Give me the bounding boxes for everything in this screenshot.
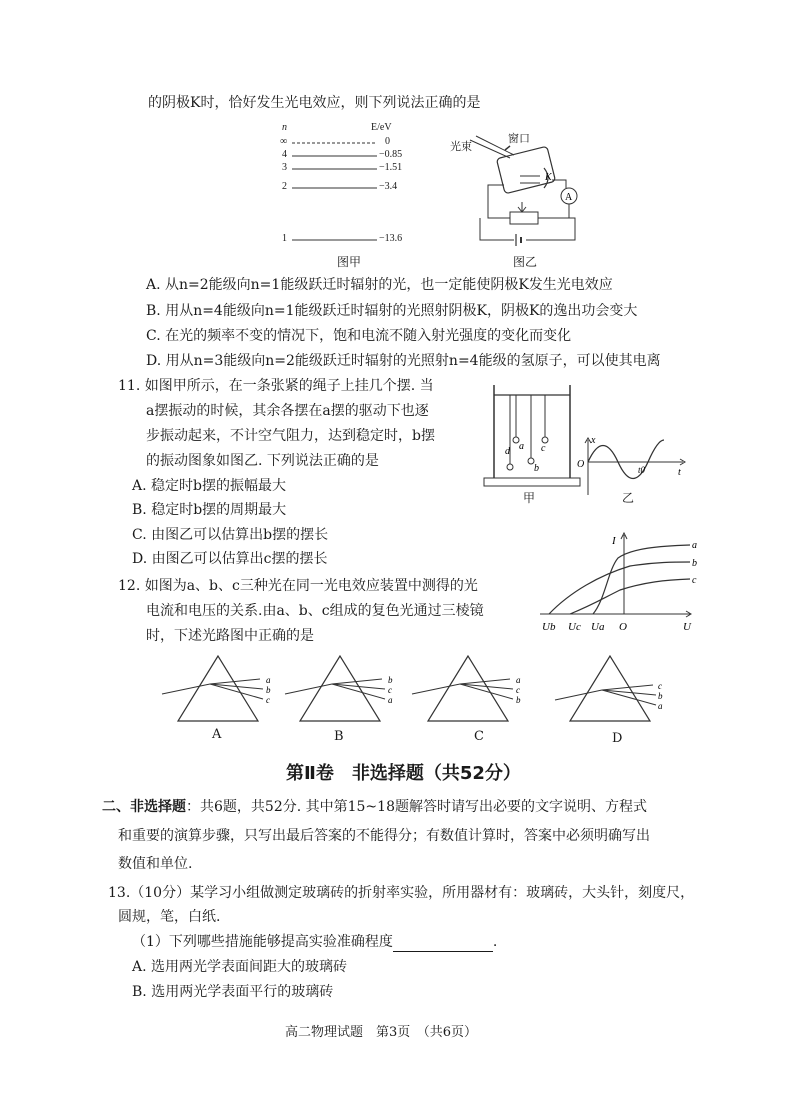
prism-a	[162, 656, 271, 721]
q13-option-a: A. 选用两光学表面间距大的玻璃砖	[132, 959, 348, 975]
svg-text:a: a	[266, 675, 271, 685]
q13-stem-line2: 圆规，笔，白纸.	[118, 909, 221, 925]
fig-yi-caption: 图乙	[513, 255, 538, 269]
u-label-b: Ub	[542, 621, 556, 633]
q11-stem-line1: 11. 如图甲所示，在一条张紧的绳子上挂几个摆. 当	[118, 378, 434, 394]
q13-sub1-text: （1）下列哪些措施能够提高实验准确程度	[132, 934, 393, 950]
t0-label: t0	[638, 465, 646, 475]
svg-text:c: c	[658, 681, 662, 691]
q11-stem-line4: 的振动图象如图乙. 下列说法正确的是	[146, 453, 379, 469]
section-text: ：共6题，共52分. 其中第15~18题解答时请写出必要的文字说明、方程式	[186, 799, 647, 815]
fig-jia-caption: 图甲	[337, 255, 362, 269]
q13-stem-line1: 13.（10分）某学习小组做测定玻璃砖的折射率实验，所用器材有：玻璃砖，大头针，刻度尺，	[108, 885, 695, 901]
svg-text:a: a	[516, 675, 521, 685]
pendulum-label-d: d	[505, 446, 510, 457]
curve-label-a: a	[692, 540, 697, 551]
q11-option-d: D. 由图乙可以估算出c摆的摆长	[132, 551, 328, 567]
q11-option-c: C. 由图乙可以估算出b摆的摆长	[132, 527, 329, 543]
i-axis-label: I	[612, 535, 616, 547]
pendulum-label-b: b	[534, 463, 539, 474]
prism-label-b: B	[334, 729, 344, 744]
level-n: ∞	[280, 136, 288, 147]
svg-text:a: a	[658, 701, 663, 711]
svg-text:b: b	[658, 691, 663, 701]
svg-text:b: b	[516, 695, 521, 705]
cathode-label: K	[545, 172, 552, 183]
level-energy: −13.6	[379, 233, 403, 244]
prism-b	[285, 656, 393, 721]
pendulum-label-a: a	[519, 441, 524, 452]
q12-stem-line1: 12. 如图为a、b、c三种光在同一光电效应装置中测得的光	[118, 578, 478, 594]
q10-option-c: C. 在光的频率不变的情况下，饱和电流不随入射光强度的变化而变化	[146, 328, 572, 344]
q10-option-d: D. 用从n=3能级向n=2能级跃迁时辐射的光照射n=4能级的氢原子，可以使其电离	[146, 353, 661, 369]
u-label-a: Ua	[591, 621, 605, 633]
svg-text:b: b	[388, 675, 393, 685]
q13-sub1-end: .	[492, 934, 498, 950]
q13-sub1-answer-blank[interactable]	[393, 937, 493, 952]
t-axis-label: t	[678, 467, 681, 478]
u-label-c: Uc	[568, 621, 581, 633]
q10-option-b: B. 用从n=4能级向n=1能级跃迁时辐射的光照射阴极K，阴极K的逸出功会变大	[146, 303, 638, 319]
prism-label-d: D	[612, 731, 623, 746]
pendulum-label-c: c	[541, 443, 546, 454]
q11-option-b: B. 稳定时b摆的周期最大	[132, 502, 287, 518]
level-energy: −1.51	[379, 162, 403, 173]
level-n: 1	[282, 233, 287, 244]
x-axis-label: x	[591, 435, 596, 446]
beam-label: 光束	[450, 141, 472, 153]
q13-option-b: B. 选用两光学表面平行的玻璃砖	[132, 984, 334, 1000]
svg-text:c: c	[516, 685, 520, 695]
level-energy: −0.85	[379, 149, 403, 160]
part2-instructions-line1	[102, 797, 647, 817]
section-heading: 二、非选择题	[102, 799, 186, 815]
q11-stem-line2: a摆振动的时候，其余各摆在a摆的驱动下也逐	[146, 403, 429, 419]
curve-label-b: b	[692, 558, 697, 569]
window-label: 窗口	[508, 133, 530, 145]
q13-sub1	[132, 932, 497, 952]
origin-label-iv: O	[619, 621, 627, 633]
part2-instructions-line2: 和重要的演算步骤，只写出最后答案的不能得分；有数值计算时，答案中必须明确写出	[118, 828, 650, 844]
ammeter-label: A	[565, 192, 573, 203]
level-energy: 0	[385, 136, 390, 147]
q10-option-a: A. 从n=2能级向n=1能级跃迁时辐射的光，也一定能使阴极K发生光电效应	[146, 277, 613, 293]
q12-stem-line2: 电流和电压的关系.由a、b、c组成的复色光通过三棱镜	[146, 603, 484, 619]
q12-stem-line3: 时，下述光路图中正确的是	[146, 628, 314, 644]
level-n: 3	[282, 162, 287, 173]
part2-instructions-line3: 数值和单位.	[118, 856, 193, 872]
n-header: n	[282, 122, 287, 133]
prism-d	[555, 656, 663, 721]
level-energy: −3.4	[379, 181, 398, 192]
part2-title: 第Ⅱ卷 非选择题（共52分）	[286, 763, 521, 784]
level-n: 4	[282, 149, 287, 160]
prism-c	[412, 656, 521, 721]
svg-text:b: b	[266, 685, 271, 695]
svg-text:c: c	[388, 685, 392, 695]
fig-yi-caption-oscillation: 乙	[622, 491, 635, 505]
fig-jia-caption-pendulum: 甲	[523, 491, 536, 505]
page-footer: 高二物理试题 第3页 （共6页）	[285, 1025, 478, 1040]
svg-text:a: a	[388, 695, 393, 705]
prism-label-a: A	[212, 727, 222, 742]
svg-text:c: c	[266, 695, 270, 705]
curve-label-c: c	[692, 575, 697, 586]
origin-label: O	[577, 459, 585, 470]
e-header: E/eV	[371, 122, 392, 133]
q11-option-a: A. 稳定时b摆的振幅最大	[132, 478, 286, 494]
q11-stem-line3: 步振动起来，不计空气阻力，达到稳定时，b摆	[146, 428, 435, 444]
level-n: 2	[282, 181, 287, 192]
u-axis-label: U	[683, 621, 691, 633]
q10-stem-continuation: 的阴极K时，恰好发生光电效应，则下列说法正确的是	[148, 95, 481, 111]
prism-label-c: C	[474, 729, 484, 744]
